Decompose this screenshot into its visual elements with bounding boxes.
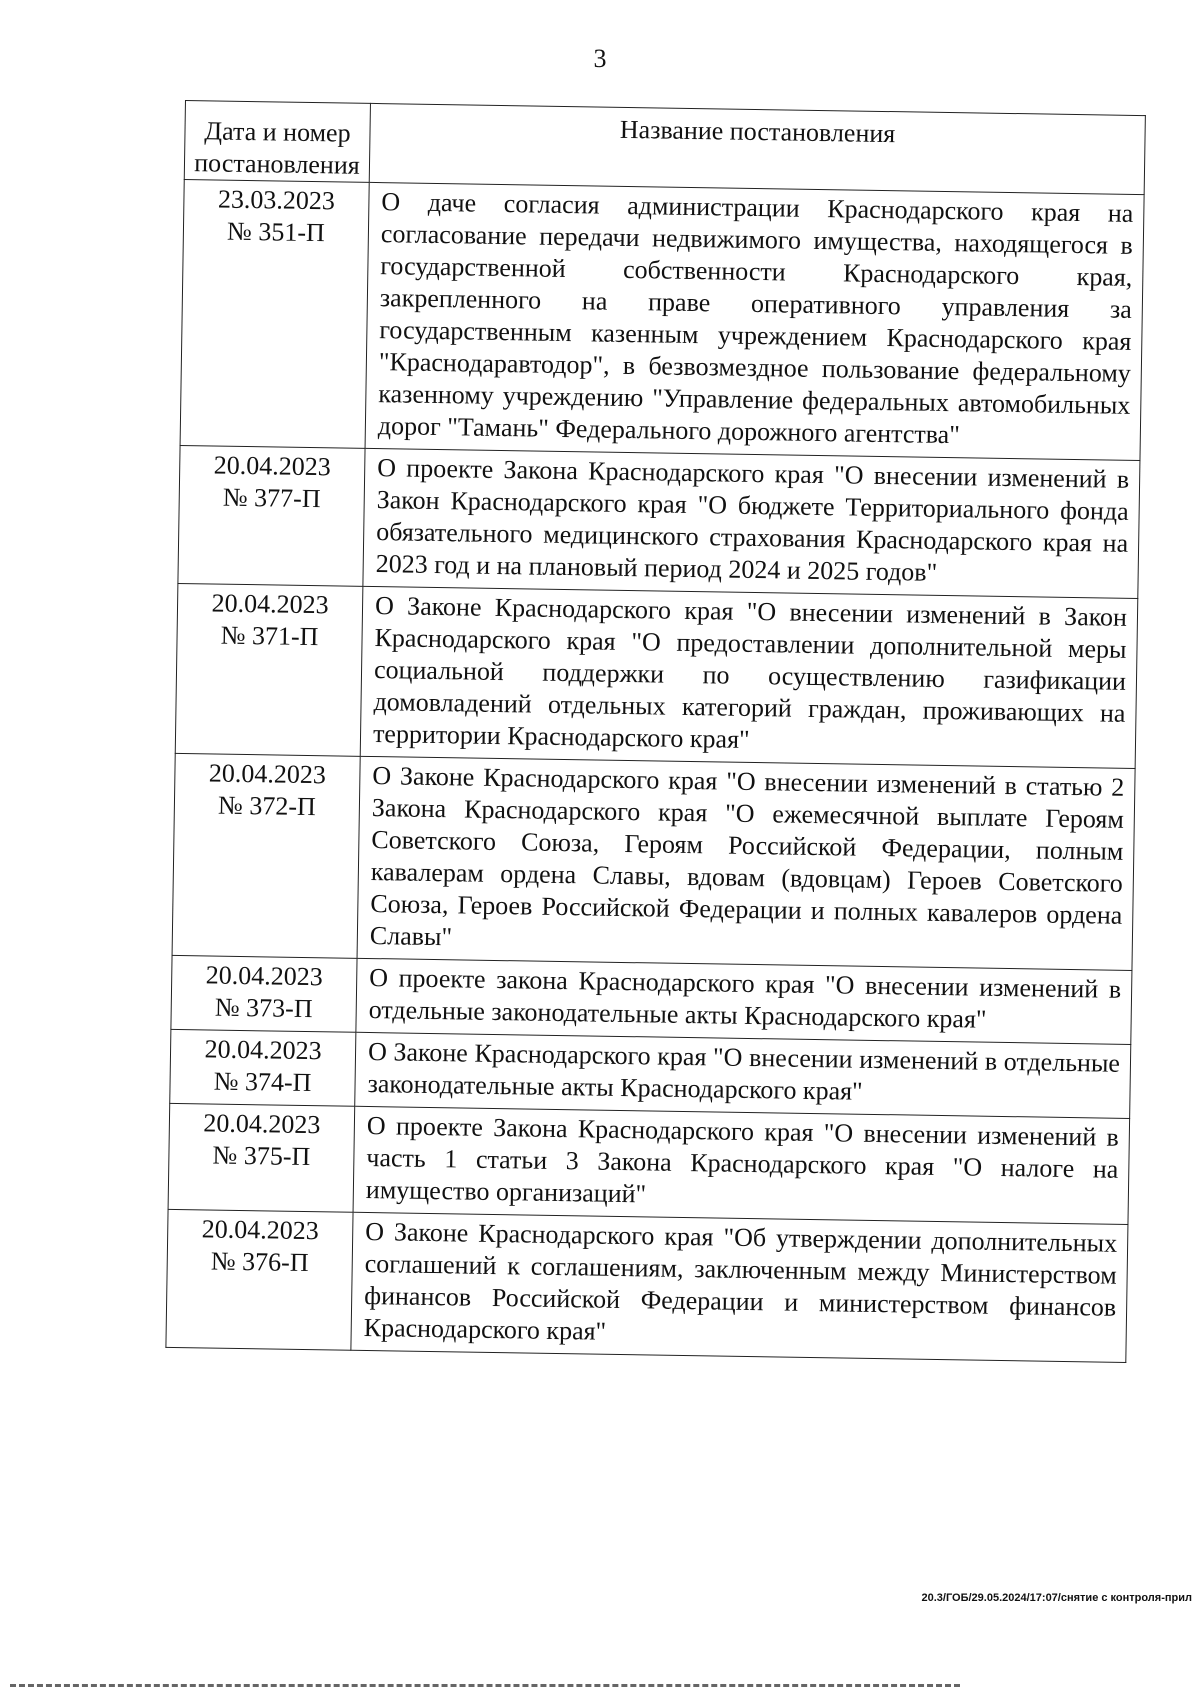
date-number-cell <box>178 445 365 586</box>
date-number-cell <box>171 955 357 1032</box>
table-row <box>168 1103 1130 1224</box>
resolution-title: О Законе Краснодарского края "О внесении изменений в Закон Краснодарского края "О предоставлении дополнительной меры социальной поддержки по осуществлению газификации домовладений отдельных категорий граждан, проживающих на территории Краснодарского края" <box>360 586 1138 768</box>
resolution-date: 20.04.2023 <box>203 1108 321 1140</box>
table-header-row <box>184 101 1145 195</box>
resolution-title: О Законе Краснодарского края "О внесении изменений в отдельные законодательные акты Краснодарского края" <box>355 1032 1131 1118</box>
resolution-date: 20.04.2023 <box>208 758 327 790</box>
date-number-cell <box>175 583 363 756</box>
page-number: 3 <box>593 44 607 73</box>
footer-stamp: 20.3/ГОБ/29.05.2024/17:07/снятие с контроля-прил <box>921 1592 1192 1604</box>
date-number-cell <box>172 753 360 958</box>
resolution-date: 20.04.2023 <box>205 960 323 992</box>
resolution-number: № 374-П <box>213 1066 312 1098</box>
table-row <box>175 583 1138 768</box>
date-number-cell <box>170 1029 356 1106</box>
resolution-title: О Законе Краснодарского края "О внесении изменений в статью 2 Закона Краснодарского края "О ежемесячной выплате Героям Советского Союза, Героям Российской Федерации, полным кавалерам ордена Славы, вдовам (вдовцам) Героев Советского Союза, Героев Российской Федерации и полных кавалеров ордена Славы" <box>357 756 1135 970</box>
resolution-date: 20.04.2023 <box>213 450 331 482</box>
resolution-number: № 371-П <box>220 620 319 652</box>
resolution-title: О проекте закона Краснодарского края "О внесении изменений в отдельные законодательные акты Краснодарского края" <box>356 958 1132 1044</box>
scan-edge-divider <box>10 1684 960 1687</box>
date-number-cell <box>166 1209 353 1350</box>
resolution-date: 20.04.2023 <box>211 588 329 620</box>
resolution-number: № 351-П <box>226 216 326 248</box>
resolution-date: 23.03.2023 <box>217 184 336 216</box>
header-title: Название постановления <box>369 103 1145 194</box>
resolution-number: № 373-П <box>214 992 313 1024</box>
resolutions-table <box>165 100 1145 1363</box>
resolution-number: № 375-П <box>212 1140 311 1172</box>
table-row <box>180 179 1144 460</box>
resolution-date: 20.04.2023 <box>204 1034 322 1066</box>
resolution-number: № 372-П <box>217 790 317 822</box>
table-row <box>178 445 1140 598</box>
date-number-cell <box>180 179 369 448</box>
table-row <box>166 1209 1128 1362</box>
resolution-title: О проекте Закона Краснодарского края "О внесении изменений в Закон Краснодарского края "О бюджете Территориального фонда обязательного медицинского страхования Краснодарского края на 2023 год и на плановый период 2024 и 2025 годов" <box>363 448 1140 598</box>
resolution-number: № 377-П <box>222 482 321 514</box>
resolution-title: О проекте Закона Краснодарского края "О внесении изменений в часть 1 статьи 3 Закона Краснодарского края "О налоге на имущество организаций" <box>353 1106 1130 1224</box>
table-row <box>172 753 1135 970</box>
resolution-number: № 376-П <box>210 1246 309 1278</box>
resolution-title: О Законе Краснодарского края "Об утверждении дополнительных соглашений к соглашениям, заключенным между Министерством финансов Российской Федерации и министерством финансов Краснодарского края" <box>351 1212 1128 1362</box>
resolution-date: 20.04.2023 <box>201 1214 319 1246</box>
date-number-cell <box>168 1103 355 1212</box>
header-date-number: Дата и номер постановления <box>184 101 370 183</box>
resolution-title: О даче согласия администрации Краснодарского края на согласование передачи недвижимого имущества, находящегося в государственной собственности Краснодарского края, закрепленного на праве оперативного управления за государственным казенным учреждением Краснодарского края "Краснодаравтодор", в безвозмездное пользование федеральному казенному учреждению "Управление федеральных автомобильных дорог "Тамань" Федерального дорожного агентства" <box>365 182 1144 460</box>
